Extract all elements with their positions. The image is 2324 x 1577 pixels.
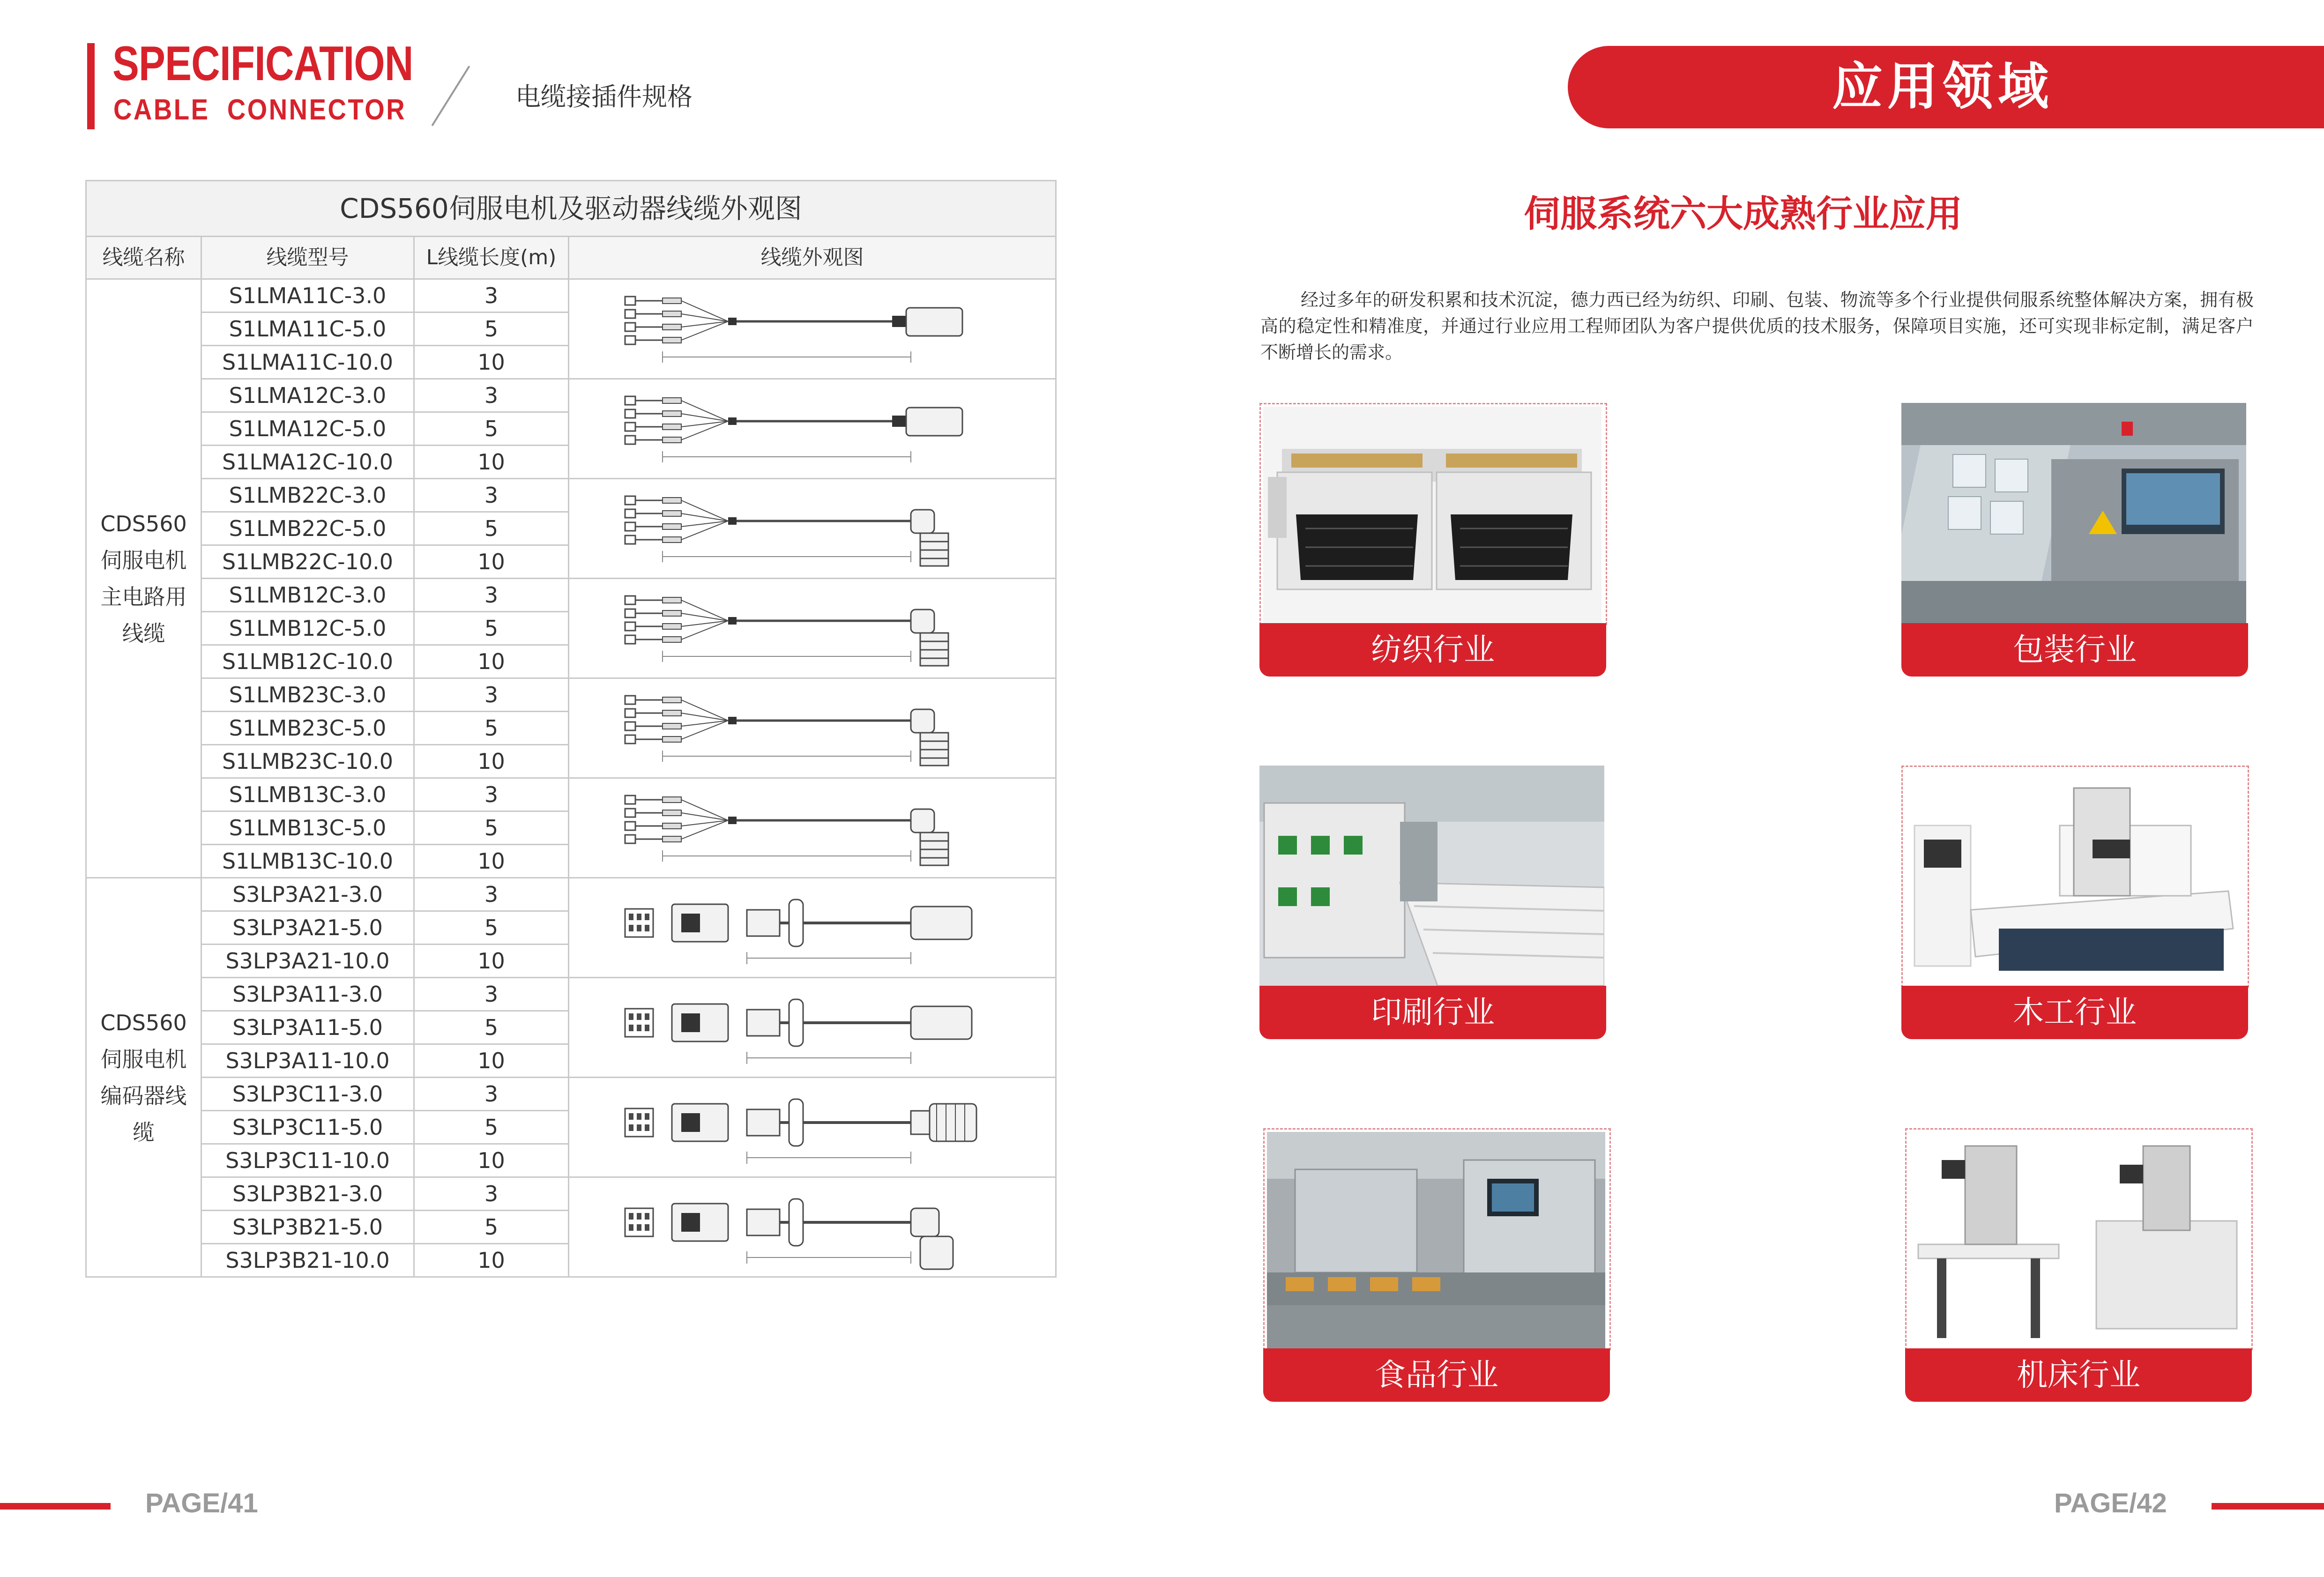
- cable-length: 10: [414, 645, 569, 678]
- encoder-cable-straight-connector-drawing: [569, 878, 1056, 978]
- cable-length: 10: [414, 845, 569, 878]
- table-row: [86, 778, 1056, 811]
- table-row: [86, 479, 1056, 512]
- power-cable-straight-connector-drawing: [569, 379, 1056, 479]
- table-row: [86, 279, 1056, 312]
- cable-length: 3: [414, 678, 569, 712]
- page-title: 应用领域: [1832, 58, 2053, 116]
- footer-accent-right: [2212, 1503, 2324, 1510]
- cable-model: S1LMA11C-3.0: [201, 279, 414, 312]
- cable-model: S1LMB22C-5.0: [201, 512, 414, 545]
- cable-model: S3LP3A11-10.0: [201, 1044, 414, 1078]
- cable-model: S3LP3A21-10.0: [201, 945, 414, 978]
- cable-spec-table: [85, 180, 1055, 1327]
- table-row: [86, 1078, 1056, 1111]
- industry-label-textile: 纺织行业: [1259, 623, 1606, 677]
- cable-model: S3LP3B21-5.0: [201, 1211, 414, 1244]
- cable-model: S1LMB12C-10.0: [201, 645, 414, 678]
- power-cable-straight-connector-drawing: [569, 279, 1056, 379]
- col-header-drawing: 线缆外观图: [569, 237, 1056, 279]
- cable-length: 5: [414, 312, 569, 346]
- cable-length: 5: [414, 1211, 569, 1244]
- cable-length: 5: [414, 712, 569, 745]
- cable-model: S3LP3C11-3.0: [201, 1078, 414, 1111]
- encoder-cable-straight-connector-drawing: [569, 978, 1056, 1078]
- cable-model: S1LMB13C-10.0: [201, 845, 414, 878]
- industry-label-food: 食品行业: [1263, 1348, 1610, 1402]
- industry-card-textile: [1259, 403, 1606, 677]
- spec-title: SPECIFICATION: [112, 37, 413, 91]
- industry-card-woodworking: [1901, 766, 2248, 1039]
- cable-model: S1LMB13C-3.0: [201, 778, 414, 811]
- cable-length: 3: [414, 978, 569, 1011]
- food-production-line-photo: [1267, 1132, 1605, 1348]
- cable-model: S1LMB23C-10.0: [201, 745, 414, 778]
- cable-length: 5: [414, 1011, 569, 1044]
- cable-length: 3: [414, 778, 569, 811]
- cnc-router-photo: [1905, 769, 2243, 986]
- intro-paragraph: 经过多年的研发积累和技术沉淀，德力西已经为纺织、印刷、包装、物流等多个行业提供伺服系统整体解决方案，拥有极高的稳定性和精准度，并通过行业应用工程师团队为客户提供优质的技术服务，保障项目实施，还可实现非标定制，满足客户不断增长的需求。: [1260, 290, 2254, 363]
- industry-label-machine-tool: 机床行业: [1905, 1348, 2252, 1402]
- table-row: [86, 379, 1056, 412]
- col-header-model: 线缆型号: [201, 237, 414, 279]
- cable-model: S1LMB23C-3.0: [201, 678, 414, 712]
- packaging-machine-photo: [1901, 403, 2246, 623]
- cable-length: 10: [414, 745, 569, 778]
- printing-machine-photo: [1259, 766, 1604, 986]
- cable-group-name: CDS560伺服电机编码器线缆: [86, 878, 201, 1277]
- cable-length: 10: [414, 446, 569, 479]
- encoder-cable-angle-connector-drawing: [569, 1177, 1056, 1277]
- power-cable-angle-connector-drawing: [569, 778, 1056, 878]
- cable-length: 5: [414, 512, 569, 545]
- cable-model: S3LP3A21-3.0: [201, 878, 414, 911]
- table-row: [86, 678, 1056, 712]
- header-accent-bar: [87, 43, 95, 129]
- cable-length: 5: [414, 612, 569, 645]
- cable-model: S1LMA12C-10.0: [201, 446, 414, 479]
- encoder-cable-round-connector-drawing: [569, 1078, 1056, 1177]
- table-row: [86, 1177, 1056, 1211]
- cable-length: 5: [414, 412, 569, 446]
- table-row: [86, 978, 1056, 1011]
- industry-card-printing: [1259, 766, 1606, 1039]
- cable-model: S3LP3A11-3.0: [201, 978, 414, 1011]
- industry-label-printing: 印刷行业: [1259, 986, 1606, 1039]
- drilling-machine-photo: [1909, 1132, 2247, 1348]
- cable-length: 3: [414, 1177, 569, 1211]
- industry-label-packaging: 包装行业: [1901, 623, 2248, 677]
- spec-subtitle: CABLE CONNECTOR: [113, 94, 407, 126]
- cable-length: 3: [414, 479, 569, 512]
- cable-length: 10: [414, 1144, 569, 1177]
- cable-length: 10: [414, 346, 569, 379]
- cable-length: 10: [414, 545, 569, 579]
- col-header-length: L线缆长度(m): [414, 237, 569, 279]
- table-caption: CDS560伺服电机及驱动器线缆外观图: [86, 181, 1056, 237]
- cable-model: S3LP3A11-5.0: [201, 1011, 414, 1044]
- header-divider: [432, 66, 470, 126]
- cable-model: S3LP3B21-3.0: [201, 1177, 414, 1211]
- footer-accent-left: [0, 1503, 111, 1510]
- cable-model: S1LMB22C-3.0: [201, 479, 414, 512]
- cable-model: S1LMA11C-5.0: [201, 312, 414, 346]
- cable-model: S1LMA12C-5.0: [201, 412, 414, 446]
- cable-model: S3LP3A21-5.0: [201, 911, 414, 945]
- cable-length: 5: [414, 1111, 569, 1144]
- industry-card-food: [1263, 1128, 1610, 1402]
- header-label-cn: 电缆接插件规格: [515, 82, 693, 112]
- page-number-left: PAGE/41: [145, 1488, 258, 1518]
- power-cable-angle-connector-drawing: [569, 678, 1056, 778]
- cable-model: S1LMB23C-5.0: [201, 712, 414, 745]
- cable-model: S1LMA12C-3.0: [201, 379, 414, 412]
- industry-card-machine-tool: [1905, 1128, 2252, 1402]
- cable-model: S3LP3C11-10.0: [201, 1144, 414, 1177]
- industry-card-packaging: [1901, 403, 2248, 677]
- cable-model: S1LMA11C-10.0: [201, 346, 414, 379]
- cable-length: 10: [414, 945, 569, 978]
- cable-length: 5: [414, 911, 569, 945]
- cable-length: 3: [414, 1078, 569, 1111]
- cable-model: S1LMB12C-5.0: [201, 612, 414, 645]
- power-cable-angle-connector-drawing: [569, 579, 1056, 678]
- cable-model: S1LMB12C-3.0: [201, 579, 414, 612]
- cable-model: S3LP3B21-10.0: [201, 1244, 414, 1277]
- cable-length: 3: [414, 279, 569, 312]
- embroidery-machine-photo: [1263, 407, 1601, 623]
- cable-length: 3: [414, 878, 569, 911]
- table-row: [86, 579, 1056, 612]
- page-number-right: PAGE/42: [2054, 1488, 2167, 1518]
- section-subtitle: 伺服系统六大成熟行业应用: [1523, 193, 1962, 235]
- cable-length: 10: [414, 1244, 569, 1277]
- cable-length: 3: [414, 379, 569, 412]
- cable-length: 10: [414, 1044, 569, 1078]
- cable-length: 5: [414, 811, 569, 845]
- cable-model: S1LMB22C-10.0: [201, 545, 414, 579]
- cable-model: S3LP3C11-5.0: [201, 1111, 414, 1144]
- cable-length: 3: [414, 579, 569, 612]
- industry-label-woodworking: 木工行业: [1901, 986, 2248, 1039]
- power-cable-angle-connector-drawing: [569, 479, 1056, 579]
- cable-model: S1LMB13C-5.0: [201, 811, 414, 845]
- table-row: [86, 878, 1056, 911]
- cable-group-name: CDS560伺服电机主电路用线缆: [86, 279, 201, 878]
- col-header-name: 线缆名称: [86, 237, 201, 279]
